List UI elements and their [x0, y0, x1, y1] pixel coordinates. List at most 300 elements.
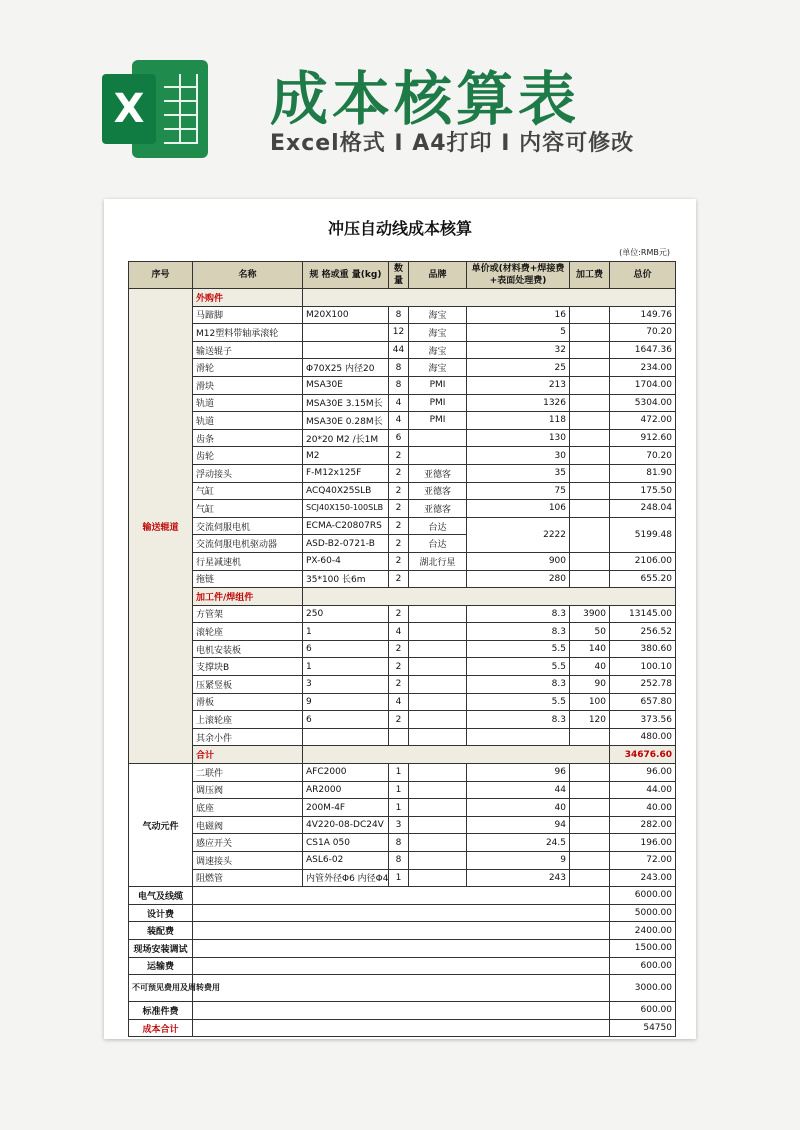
item-brand: PMI — [409, 412, 467, 430]
item-processing-fee — [570, 799, 610, 817]
item-name: 其余小件 — [193, 728, 303, 746]
item-total: 149.76 — [610, 306, 676, 324]
table-row — [129, 764, 676, 782]
fee-fill — [193, 887, 610, 905]
item-unit-price: 96 — [467, 764, 570, 782]
item-total: 2106.00 — [610, 552, 676, 570]
item-processing-fee — [570, 341, 610, 359]
item-name: 感应开关 — [193, 834, 303, 852]
item-brand — [409, 447, 467, 465]
item-brand: 台达 — [409, 517, 467, 535]
item-spec: M2 — [303, 447, 389, 465]
item-processing-fee — [570, 447, 610, 465]
item-name: 方管架 — [193, 605, 303, 623]
col-brand: 品牌 — [409, 262, 467, 289]
table-row — [129, 834, 676, 852]
fee-fill — [193, 904, 610, 922]
fee-label: 现场安装调试 — [129, 939, 193, 957]
item-total: 70.20 — [610, 324, 676, 342]
fee-row — [129, 957, 676, 975]
item-qty: 2 — [389, 517, 409, 535]
item-name: 调压阀 — [193, 781, 303, 799]
item-unit-price: 5.5 — [467, 658, 570, 676]
item-processing-fee — [570, 834, 610, 852]
item-total: 373.56 — [610, 711, 676, 729]
col-index: 序号 — [129, 262, 193, 289]
item-brand: PMI — [409, 376, 467, 394]
item-qty: 4 — [389, 693, 409, 711]
item-processing-fee — [570, 429, 610, 447]
table-row — [129, 869, 676, 887]
fee-total: 3000.00 — [610, 975, 676, 1002]
item-spec: CS1A 050 — [303, 834, 389, 852]
table-row — [129, 517, 676, 535]
item-processing-fee — [570, 570, 610, 588]
item-unit-price: 8.3 — [467, 711, 570, 729]
table-row — [129, 781, 676, 799]
col-total: 总价 — [610, 262, 676, 289]
item-brand — [409, 728, 467, 746]
header-row — [129, 262, 676, 289]
item-spec: 1 — [303, 658, 389, 676]
item-name: 二联件 — [193, 764, 303, 782]
fee-label: 运输费 — [129, 957, 193, 975]
item-unit-price: 900 — [467, 552, 570, 570]
excel-icon — [102, 60, 208, 158]
item-spec — [303, 728, 389, 746]
item-processing-fee: 140 — [570, 640, 610, 658]
item-brand — [409, 676, 467, 694]
fee-row — [129, 922, 676, 940]
item-name: 滑轮 — [193, 359, 303, 377]
item-spec: 35*100 长6m — [303, 570, 389, 588]
item-qty: 2 — [389, 570, 409, 588]
item-spec: 20*20 M2 /长1M — [303, 429, 389, 447]
item-name: 输送辊子 — [193, 341, 303, 359]
item-name: 拖链 — [193, 570, 303, 588]
item-brand — [409, 711, 467, 729]
item-total: 5304.00 — [610, 394, 676, 412]
item-total: 234.00 — [610, 359, 676, 377]
item-total: 248.04 — [610, 500, 676, 518]
item-unit-price: 118 — [467, 412, 570, 430]
item-brand: 海宝 — [409, 306, 467, 324]
table-row — [129, 570, 676, 588]
fee-total: 600.00 — [610, 957, 676, 975]
item-spec: M20X100 — [303, 306, 389, 324]
table-row — [129, 816, 676, 834]
item-processing-fee: 100 — [570, 693, 610, 711]
fee-total: 6000.00 — [610, 887, 676, 905]
fee-row — [129, 939, 676, 957]
col-name: 名称 — [193, 262, 303, 289]
item-unit-price: 9 — [467, 852, 570, 870]
item-unit-price: 8.3 — [467, 676, 570, 694]
item-processing-fee — [570, 764, 610, 782]
table-row — [129, 852, 676, 870]
item-qty: 44 — [389, 341, 409, 359]
fee-total: 600.00 — [610, 1002, 676, 1020]
section-label: 外购件 — [193, 289, 303, 307]
document-sheet — [104, 199, 696, 1039]
item-qty: 8 — [389, 359, 409, 377]
item-total: 252.78 — [610, 676, 676, 694]
table-row — [129, 623, 676, 641]
item-qty: 1 — [389, 781, 409, 799]
item-qty: 1 — [389, 869, 409, 887]
item-qty — [389, 728, 409, 746]
item-qty: 2 — [389, 552, 409, 570]
fee-row — [129, 904, 676, 922]
item-processing-fee: 40 — [570, 658, 610, 676]
item-unit-price: 106 — [467, 500, 570, 518]
item-qty: 1 — [389, 764, 409, 782]
col-spec: 规 格或重 量(kg) — [303, 262, 389, 289]
item-name: 滑板 — [193, 693, 303, 711]
item-brand — [409, 429, 467, 447]
table-row — [129, 429, 676, 447]
unit-label: (单位:RMB元) — [619, 248, 670, 257]
item-name: 压紧竖板 — [193, 676, 303, 694]
item-total: 1647.36 — [610, 341, 676, 359]
item-brand: 亚德客 — [409, 464, 467, 482]
item-spec: 6 — [303, 711, 389, 729]
item-processing-fee — [570, 394, 610, 412]
item-qty: 2 — [389, 658, 409, 676]
item-qty: 2 — [389, 464, 409, 482]
table-row — [129, 324, 676, 342]
item-qty: 2 — [389, 711, 409, 729]
item-total: 282.00 — [610, 816, 676, 834]
table-row — [129, 693, 676, 711]
table-row — [129, 482, 676, 500]
item-processing-fee — [570, 500, 610, 518]
fee-total: 1500.00 — [610, 939, 676, 957]
item-spec: MSA30E — [303, 376, 389, 394]
item-processing-fee: 90 — [570, 676, 610, 694]
subtotal-label: 合计 — [193, 746, 303, 764]
item-spec: 3 — [303, 676, 389, 694]
fee-fill — [193, 1002, 610, 1020]
item-total: 472.00 — [610, 412, 676, 430]
item-total: 655.20 — [610, 570, 676, 588]
banner-title: 成本核算表 — [270, 65, 581, 133]
table-row — [129, 306, 676, 324]
grand-total-value: 54750 — [610, 1019, 676, 1037]
item-total: 81.90 — [610, 464, 676, 482]
item-processing-fee — [570, 852, 610, 870]
item-spec: 内管外径Φ6 内径Φ4 — [303, 869, 389, 887]
item-total: 100.10 — [610, 658, 676, 676]
item-spec: PX-60-4 — [303, 552, 389, 570]
item-name: 齿条 — [193, 429, 303, 447]
item-qty: 4 — [389, 394, 409, 412]
item-brand — [409, 764, 467, 782]
item-brand — [409, 834, 467, 852]
item-unit-price: 1326 — [467, 394, 570, 412]
item-total: 657.80 — [610, 693, 676, 711]
item-unit-price: 5.5 — [467, 693, 570, 711]
item-spec: AFC2000 — [303, 764, 389, 782]
item-spec: 9 — [303, 693, 389, 711]
table-row — [129, 676, 676, 694]
item-brand — [409, 799, 467, 817]
item-name: 底座 — [193, 799, 303, 817]
item-unit-price: 2222 — [467, 517, 570, 552]
fee-row — [129, 887, 676, 905]
table-row — [129, 341, 676, 359]
item-processing-fee — [570, 552, 610, 570]
table-row — [129, 658, 676, 676]
table-row — [129, 394, 676, 412]
item-unit-price: 94 — [467, 816, 570, 834]
table-row — [129, 412, 676, 430]
item-total: 175.50 — [610, 482, 676, 500]
item-spec: ASL6-02 — [303, 852, 389, 870]
item-total: 912.60 — [610, 429, 676, 447]
item-processing-fee: 3900 — [570, 605, 610, 623]
item-processing-fee — [570, 464, 610, 482]
item-qty: 8 — [389, 852, 409, 870]
item-brand — [409, 640, 467, 658]
excel-letter: X — [102, 74, 156, 144]
item-total: 480.00 — [610, 728, 676, 746]
item-processing-fee — [570, 869, 610, 887]
item-total: 44.00 — [610, 781, 676, 799]
table-row — [129, 799, 676, 817]
item-unit-price: 243 — [467, 869, 570, 887]
item-unit-price: 5 — [467, 324, 570, 342]
item-spec: Φ70X25 内径20 — [303, 359, 389, 377]
item-unit-price: 24.5 — [467, 834, 570, 852]
item-name: 浮动接头 — [193, 464, 303, 482]
item-total: 13145.00 — [610, 605, 676, 623]
document-title: 冲压自动线成本核算 — [327, 219, 472, 238]
item-name: 气缸 — [193, 482, 303, 500]
item-processing-fee — [570, 781, 610, 799]
item-qty: 2 — [389, 535, 409, 553]
item-brand — [409, 693, 467, 711]
item-unit-price: 16 — [467, 306, 570, 324]
item-name: 滚轮座 — [193, 623, 303, 641]
item-spec: AR2000 — [303, 781, 389, 799]
fee-label: 装配费 — [129, 922, 193, 940]
item-qty: 2 — [389, 605, 409, 623]
item-qty: 8 — [389, 306, 409, 324]
item-name: 上滚轮座 — [193, 711, 303, 729]
item-unit-price: 130 — [467, 429, 570, 447]
item-processing-fee — [570, 359, 610, 377]
item-name: 电磁阀 — [193, 816, 303, 834]
fee-row — [129, 975, 676, 1002]
item-unit-price: 40 — [467, 799, 570, 817]
item-processing-fee — [570, 816, 610, 834]
table-row — [129, 447, 676, 465]
item-unit-price: 213 — [467, 376, 570, 394]
item-spec: 6 — [303, 640, 389, 658]
item-unit-price: 280 — [467, 570, 570, 588]
item-name: 轨道 — [193, 412, 303, 430]
item-total: 196.00 — [610, 834, 676, 852]
grand-total-row — [129, 1019, 676, 1037]
item-name: M12塑料带轴承滚轮 — [193, 324, 303, 342]
banner — [0, 0, 800, 190]
item-brand — [409, 605, 467, 623]
subtotal-fill — [303, 746, 610, 764]
item-name: 轨道 — [193, 394, 303, 412]
item-spec: ECMA-C20807RS — [303, 517, 389, 535]
item-processing-fee: 120 — [570, 711, 610, 729]
item-spec: SCJ40X150-100SLB — [303, 500, 389, 518]
item-qty: 2 — [389, 482, 409, 500]
subtotal-row — [129, 746, 676, 764]
item-unit-price: 5.5 — [467, 640, 570, 658]
item-name: 交流伺服电机驱动器 — [193, 535, 303, 553]
item-total: 40.00 — [610, 799, 676, 817]
table-row — [129, 605, 676, 623]
item-total: 243.00 — [610, 869, 676, 887]
item-brand: PMI — [409, 394, 467, 412]
fee-total: 2400.00 — [610, 922, 676, 940]
item-unit-price: 44 — [467, 781, 570, 799]
item-unit-price — [467, 728, 570, 746]
item-qty: 2 — [389, 676, 409, 694]
cost-table — [128, 261, 676, 1037]
fee-fill — [193, 922, 610, 940]
subtotal-value: 34676.60 — [610, 746, 676, 764]
item-spec: 1 — [303, 623, 389, 641]
item-brand — [409, 623, 467, 641]
item-qty: 2 — [389, 640, 409, 658]
item-unit-price: 35 — [467, 464, 570, 482]
fee-label: 标准件费 — [129, 1002, 193, 1020]
item-brand — [409, 658, 467, 676]
col-qty: 数量 — [389, 262, 409, 289]
item-unit-price: 75 — [467, 482, 570, 500]
item-brand: 台达 — [409, 535, 467, 553]
item-name: 调速接头 — [193, 852, 303, 870]
table-row — [129, 711, 676, 729]
banner-subtitle: Excel格式 I A4打印 I 内容可修改 — [270, 131, 635, 156]
fee-row — [129, 1002, 676, 1020]
item-qty: 4 — [389, 412, 409, 430]
item-brand: 湖北行星 — [409, 552, 467, 570]
section-row — [129, 588, 676, 606]
item-brand — [409, 869, 467, 887]
table-row — [129, 359, 676, 377]
item-brand: 海宝 — [409, 341, 467, 359]
table-row — [129, 640, 676, 658]
item-name: 气缸 — [193, 500, 303, 518]
item-spec: 250 — [303, 605, 389, 623]
item-processing-fee — [570, 306, 610, 324]
item-spec: 4V220-08-DC24V — [303, 816, 389, 834]
item-processing-fee — [570, 482, 610, 500]
item-unit-price: 32 — [467, 341, 570, 359]
fee-label: 设计费 — [129, 904, 193, 922]
item-spec: 200M-4F — [303, 799, 389, 817]
fee-total: 5000.00 — [610, 904, 676, 922]
item-name: 电机安装板 — [193, 640, 303, 658]
fee-fill — [193, 957, 610, 975]
item-total: 256.52 — [610, 623, 676, 641]
section-fill — [303, 588, 676, 606]
item-brand — [409, 781, 467, 799]
item-qty: 8 — [389, 376, 409, 394]
item-spec: F-M12x125F — [303, 464, 389, 482]
item-qty: 6 — [389, 429, 409, 447]
item-qty: 2 — [389, 500, 409, 518]
item-brand — [409, 570, 467, 588]
item-spec — [303, 341, 389, 359]
item-qty: 12 — [389, 324, 409, 342]
item-spec: ACQ40X25SLB — [303, 482, 389, 500]
item-processing-fee: 50 — [570, 623, 610, 641]
table-row — [129, 728, 676, 746]
item-total: 72.00 — [610, 852, 676, 870]
fee-fill — [193, 975, 610, 1002]
item-spec: MSA30E 3.15M长 — [303, 394, 389, 412]
item-processing-fee — [570, 324, 610, 342]
item-name: 行星减速机 — [193, 552, 303, 570]
table-row — [129, 552, 676, 570]
grand-total-fill — [193, 1019, 610, 1037]
item-qty: 4 — [389, 623, 409, 641]
item-processing-fee — [570, 728, 610, 746]
item-name: 阻燃管 — [193, 869, 303, 887]
item-name: 交流伺服电机 — [193, 517, 303, 535]
item-name: 马蹄脚 — [193, 306, 303, 324]
fee-label: 电气及线缆 — [129, 887, 193, 905]
fee-label: 不可预见费用及周转费用 — [129, 975, 193, 1002]
item-spec — [303, 324, 389, 342]
item-total: 5199.48 — [610, 517, 676, 552]
table-row — [129, 464, 676, 482]
item-brand: 亚德客 — [409, 500, 467, 518]
item-qty: 2 — [389, 447, 409, 465]
item-unit-price: 30 — [467, 447, 570, 465]
item-brand: 海宝 — [409, 359, 467, 377]
item-name: 滑块 — [193, 376, 303, 394]
item-unit-price: 8.3 — [467, 605, 570, 623]
fee-fill — [193, 939, 610, 957]
item-brand: 海宝 — [409, 324, 467, 342]
table-row — [129, 500, 676, 518]
section-label: 加工件/焊组件 — [193, 588, 303, 606]
item-total: 70.20 — [610, 447, 676, 465]
item-total: 380.60 — [610, 640, 676, 658]
item-name: 齿轮 — [193, 447, 303, 465]
section-fill — [303, 289, 676, 307]
item-spec: MSA30E 0.28M长 — [303, 412, 389, 430]
item-processing-fee — [570, 517, 610, 552]
item-name: 支撑块B — [193, 658, 303, 676]
item-qty: 3 — [389, 816, 409, 834]
item-total: 1704.00 — [610, 376, 676, 394]
item-brand: 亚德客 — [409, 482, 467, 500]
col-processing-fee: 加工费 — [570, 262, 610, 289]
item-qty: 1 — [389, 799, 409, 817]
table-row — [129, 376, 676, 394]
col-unit-price: 单价或(材料费+焊接费+表面处理费) — [467, 262, 570, 289]
grand-total-label: 成本合计 — [129, 1019, 193, 1037]
item-processing-fee — [570, 412, 610, 430]
item-spec: ASD-B2-0721-B — [303, 535, 389, 553]
item-brand — [409, 852, 467, 870]
category-pneumatic: 气动元件 — [129, 764, 193, 887]
category-conveyor: 输送辊道 — [129, 289, 193, 764]
item-unit-price: 8.3 — [467, 623, 570, 641]
